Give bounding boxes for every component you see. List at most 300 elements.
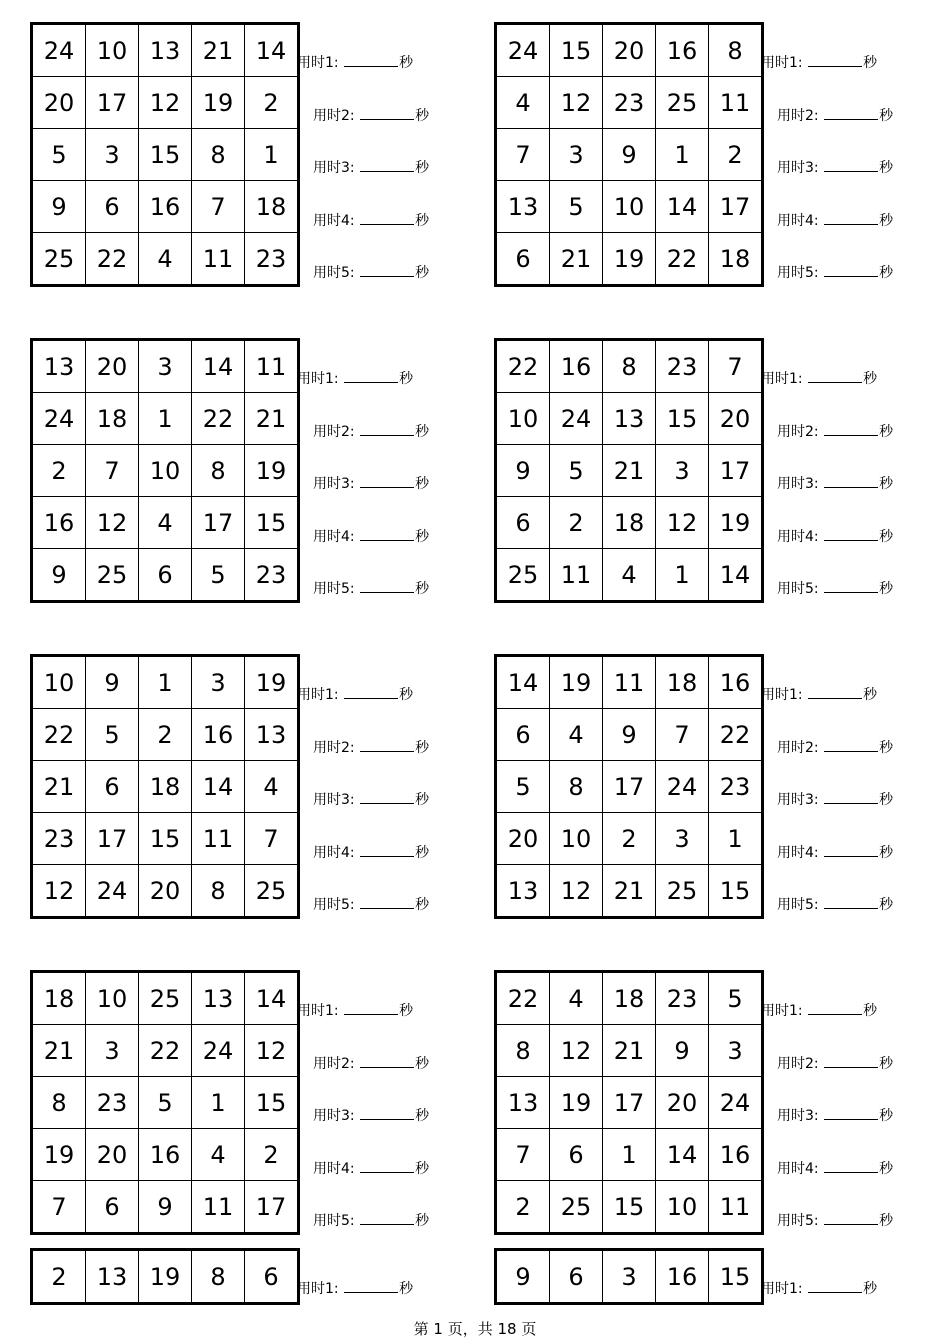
grid-row xyxy=(496,761,763,813)
grid-cell: 24 xyxy=(709,1077,763,1129)
time-blank-line[interactable] xyxy=(824,1212,878,1225)
timer-label: 用时3: xyxy=(313,476,360,493)
time-blank-line[interactable] xyxy=(360,528,414,541)
grid-cell: 20 xyxy=(86,340,139,393)
grid-row xyxy=(32,233,299,286)
timer-field-2-3 xyxy=(777,159,893,176)
time-blank-line[interactable] xyxy=(824,791,878,804)
time-blank-line[interactable] xyxy=(824,739,878,752)
page-footer: 第 1 页，共 18 页 xyxy=(413,1320,537,1338)
timer-label: 用时3: xyxy=(313,792,360,809)
grid-cell: 12 xyxy=(86,497,139,549)
time-blank-line[interactable] xyxy=(808,686,862,699)
timer-label: 用时5: xyxy=(313,1213,360,1230)
grid-cell: 24 xyxy=(86,865,139,918)
grid-cell: 13 xyxy=(32,340,86,393)
grid-cell: 11 xyxy=(192,233,245,286)
grid-row xyxy=(32,865,299,918)
time-blank-line[interactable] xyxy=(824,107,878,120)
grid-cell: 8 xyxy=(32,1077,86,1129)
timer-label: 用时3: xyxy=(777,1108,824,1125)
grid-cell: 13 xyxy=(496,865,550,918)
schulte-grid-1 xyxy=(30,22,300,287)
timer-label: 用时5: xyxy=(777,581,824,598)
grid-cell: 5 xyxy=(709,972,763,1025)
grid-row xyxy=(496,340,763,393)
grid-cell: 5 xyxy=(86,709,139,761)
grid-cell: 9 xyxy=(86,656,139,709)
time-blank-line[interactable] xyxy=(360,159,414,172)
timer-unit: 秒 xyxy=(415,160,430,177)
grid-cell: 23 xyxy=(603,77,656,129)
timer-field-1-1 xyxy=(297,54,413,71)
grid-cell: 2 xyxy=(32,445,86,497)
grid-row xyxy=(32,393,299,445)
timer-field-5-3 xyxy=(313,791,429,808)
time-blank-line[interactable] xyxy=(344,1002,398,1015)
timer-field-8-2 xyxy=(777,1055,893,1072)
timer-label: 用时4: xyxy=(313,528,360,545)
time-blank-line[interactable] xyxy=(360,475,414,488)
grid-cell: 3 xyxy=(139,340,192,393)
timer-unit: 秒 xyxy=(879,1213,894,1230)
grid-cell: 3 xyxy=(192,656,245,709)
time-blank-line[interactable] xyxy=(824,475,878,488)
grid-cell: 18 xyxy=(656,656,709,709)
schulte-grid-partial-2 xyxy=(494,1248,764,1305)
timer-label: 用时3: xyxy=(313,1108,360,1125)
grid-cell: 4 xyxy=(245,761,299,813)
grid-cell: 25 xyxy=(32,233,86,286)
grid-cell: 8 xyxy=(550,761,603,813)
grid-cell: 6 xyxy=(86,1181,139,1234)
grid-cell: 7 xyxy=(656,709,709,761)
timer-unit: 秒 xyxy=(879,160,894,177)
grid-cell: 18 xyxy=(709,233,763,286)
timer-unit: 秒 xyxy=(863,687,878,703)
grid-cell: 7 xyxy=(245,813,299,865)
grid-cell: 23 xyxy=(245,233,299,286)
time-blank-line[interactable] xyxy=(344,54,398,67)
grid-cell: 19 xyxy=(245,445,299,497)
grid-cell: 22 xyxy=(656,233,709,286)
grid-row xyxy=(32,1129,299,1181)
grid-cell: 8 xyxy=(496,1025,550,1077)
grid-cell: 24 xyxy=(32,393,86,445)
grid-cell: 9 xyxy=(603,129,656,181)
grid-cell: 1 xyxy=(656,549,709,602)
grid-cell: 5 xyxy=(550,445,603,497)
time-blank-line[interactable] xyxy=(824,528,878,541)
grid-cell: 21 xyxy=(603,865,656,918)
timer-unit: 秒 xyxy=(415,739,430,756)
grid-cell: 25 xyxy=(656,77,709,129)
grid-cell: 13 xyxy=(139,24,192,77)
grid-cell: 9 xyxy=(139,1181,192,1234)
grid-cell: 16 xyxy=(709,1129,763,1181)
timer-unit: 秒 xyxy=(415,476,430,493)
timer-field-8-1 xyxy=(761,1002,877,1019)
time-blank-line[interactable] xyxy=(360,739,414,752)
time-blank-line[interactable] xyxy=(824,423,878,436)
grid-cell: 14 xyxy=(496,656,550,709)
timer-field-6-5 xyxy=(777,896,893,913)
grid-cell: 10 xyxy=(32,656,86,709)
grid-cell: 8 xyxy=(603,340,656,393)
timer-field-4-2 xyxy=(777,423,893,440)
grid-cell: 23 xyxy=(656,972,709,1025)
timer-field-7-5 xyxy=(313,1212,429,1229)
grid-cell: 12 xyxy=(550,865,603,918)
time-blank-line[interactable] xyxy=(824,1160,878,1173)
grid-cell: 14 xyxy=(192,340,245,393)
grid-cell: 5 xyxy=(550,181,603,233)
timer-field-2-2 xyxy=(777,107,893,124)
grid-cell: 5 xyxy=(496,761,550,813)
timer-label: 用时1: xyxy=(297,1281,344,1297)
grid-cell: 18 xyxy=(245,181,299,233)
time-blank-line[interactable] xyxy=(824,1055,878,1068)
schulte-grid-7 xyxy=(30,970,300,1235)
timer-field-6-1 xyxy=(761,686,877,703)
time-blank-line[interactable] xyxy=(344,686,398,699)
time-blank-line[interactable] xyxy=(360,107,414,120)
grid-row xyxy=(496,1181,763,1234)
grid-cell: 3 xyxy=(656,813,709,865)
timer-unit: 秒 xyxy=(863,1281,878,1297)
grid-cell: 15 xyxy=(139,813,192,865)
grid-cell: 2 xyxy=(603,813,656,865)
timer-label: 用时3: xyxy=(777,476,824,493)
grid-cell: 7 xyxy=(32,1181,86,1234)
grid-cell: 9 xyxy=(603,709,656,761)
timer-field-4-4 xyxy=(777,528,893,545)
timer-label: 用时1: xyxy=(761,55,808,71)
grid-cell: 20 xyxy=(86,1129,139,1181)
time-blank-line[interactable] xyxy=(360,844,414,857)
grid-cell: 6 xyxy=(550,1129,603,1181)
grid-cell: 18 xyxy=(139,761,192,813)
time-blank-line[interactable] xyxy=(824,896,878,909)
schulte-grid-4 xyxy=(494,338,764,603)
grid-cell: 14 xyxy=(656,181,709,233)
grid-cell: 22 xyxy=(32,709,86,761)
grid-row xyxy=(32,709,299,761)
grid-cell: 16 xyxy=(32,497,86,549)
grid-cell: 11 xyxy=(550,549,603,602)
timer-field-1-4 xyxy=(313,212,429,229)
timer-field-2-1 xyxy=(761,54,877,71)
grid-cell: 6 xyxy=(245,1250,299,1304)
grid-cell: 12 xyxy=(550,77,603,129)
grid-row xyxy=(32,813,299,865)
timer-unit: 秒 xyxy=(415,212,430,229)
grid-cell: 18 xyxy=(603,497,656,549)
grid-cell: 12 xyxy=(32,865,86,918)
grid-row xyxy=(496,1129,763,1181)
grid-cell: 22 xyxy=(86,233,139,286)
grid-cell: 11 xyxy=(192,1181,245,1234)
time-blank-line[interactable] xyxy=(808,1002,862,1015)
grid-cell: 1 xyxy=(709,813,763,865)
grid-cell: 15 xyxy=(245,1077,299,1129)
grid-cell: 15 xyxy=(245,497,299,549)
timer-label: 用时4: xyxy=(313,1160,360,1177)
grid-cell: 5 xyxy=(32,129,86,181)
grid-cell: 1 xyxy=(139,393,192,445)
time-blank-line[interactable] xyxy=(824,844,878,857)
timer-unit: 秒 xyxy=(879,792,894,809)
timer-label: 用时1: xyxy=(297,55,344,71)
grid-cell: 22 xyxy=(139,1025,192,1077)
grid-cell: 1 xyxy=(245,129,299,181)
grid-cell: 13 xyxy=(192,972,245,1025)
timer-field-8-4 xyxy=(777,1160,893,1177)
grid-cell: 4 xyxy=(496,77,550,129)
grid-cell: 8 xyxy=(192,865,245,918)
timer-label: 用时5: xyxy=(313,581,360,598)
timer-unit: 秒 xyxy=(399,55,414,71)
grid-cell: 22 xyxy=(496,972,550,1025)
time-blank-line[interactable] xyxy=(360,264,414,277)
grid-row xyxy=(496,865,763,918)
time-blank-line[interactable] xyxy=(360,1212,414,1225)
grid-row xyxy=(32,129,299,181)
grid-cell: 11 xyxy=(245,340,299,393)
timer-label: 用时3: xyxy=(313,160,360,177)
grid-cell: 9 xyxy=(32,181,86,233)
grid-cell: 12 xyxy=(550,1025,603,1077)
time-blank-line[interactable] xyxy=(824,264,878,277)
grid-cell: 2 xyxy=(550,497,603,549)
timer-unit: 秒 xyxy=(415,528,430,545)
grid-cell: 14 xyxy=(245,24,299,77)
grid-cell: 12 xyxy=(245,1025,299,1077)
time-blank-line[interactable] xyxy=(360,423,414,436)
timer-unit: 秒 xyxy=(399,1003,414,1019)
time-blank-line[interactable] xyxy=(824,580,878,593)
grid-cell: 4 xyxy=(139,233,192,286)
grid-row xyxy=(496,181,763,233)
grid-cell: 6 xyxy=(86,181,139,233)
grid-cell: 15 xyxy=(550,24,603,77)
timer-unit: 秒 xyxy=(879,897,894,914)
grid-cell: 23 xyxy=(245,549,299,602)
grid-row xyxy=(496,497,763,549)
grid-cell: 23 xyxy=(32,813,86,865)
grid-cell: 7 xyxy=(496,129,550,181)
time-blank-line[interactable] xyxy=(360,1107,414,1120)
grid-cell: 19 xyxy=(709,497,763,549)
grid-cell: 10 xyxy=(603,181,656,233)
grid-cell: 25 xyxy=(245,865,299,918)
grid-cell: 21 xyxy=(245,393,299,445)
grid-row xyxy=(496,1077,763,1129)
timer-label: 用时2: xyxy=(313,739,360,756)
timer-field-3-1 xyxy=(297,370,413,387)
time-blank-line[interactable] xyxy=(360,791,414,804)
grid-cell: 25 xyxy=(139,972,192,1025)
time-blank-line[interactable] xyxy=(344,1280,398,1293)
grid-row xyxy=(32,972,299,1025)
schulte-grid-6 xyxy=(494,654,764,919)
grid-row xyxy=(32,24,299,77)
grid-cell: 12 xyxy=(139,77,192,129)
timer-field-5-5 xyxy=(313,896,429,913)
grid-cell: 8 xyxy=(709,24,763,77)
time-blank-line[interactable] xyxy=(360,1055,414,1068)
timer-field-6-3 xyxy=(777,791,893,808)
grid-cell: 9 xyxy=(496,1250,550,1304)
time-blank-line[interactable] xyxy=(808,370,862,383)
grid-cell: 9 xyxy=(32,549,86,602)
grid-cell: 20 xyxy=(603,24,656,77)
timer-field-1-2 xyxy=(313,107,429,124)
timer-field-5-1 xyxy=(297,686,413,703)
grid-cell: 1 xyxy=(656,129,709,181)
grid-cell: 2 xyxy=(496,1181,550,1234)
timer-unit: 秒 xyxy=(863,1003,878,1019)
grid-cell: 22 xyxy=(496,340,550,393)
time-blank-line[interactable] xyxy=(808,1280,862,1293)
grid-cell: 10 xyxy=(139,445,192,497)
grid-cell: 1 xyxy=(603,1129,656,1181)
grid-row xyxy=(496,77,763,129)
timer-unit: 秒 xyxy=(879,212,894,229)
timer-label: 用时2: xyxy=(313,423,360,440)
timer-unit: 秒 xyxy=(415,897,430,914)
grid-row xyxy=(32,77,299,129)
grid-cell: 13 xyxy=(603,393,656,445)
grid-cell: 15 xyxy=(139,129,192,181)
timer-unit: 秒 xyxy=(399,1281,414,1297)
grid-cell: 2 xyxy=(139,709,192,761)
grid-cell: 7 xyxy=(86,445,139,497)
grid-cell: 24 xyxy=(192,1025,245,1077)
grid-row xyxy=(496,233,763,286)
grid-cell: 8 xyxy=(192,445,245,497)
grid-cell: 24 xyxy=(656,761,709,813)
grid-cell: 20 xyxy=(709,393,763,445)
grid-cell: 20 xyxy=(496,813,550,865)
timer-label: 用时2: xyxy=(313,1055,360,1072)
timer-label: 用时4: xyxy=(313,844,360,861)
grid-cell: 16 xyxy=(656,1250,709,1304)
timer-field-6-4 xyxy=(777,844,893,861)
timer-label: 用时1: xyxy=(297,687,344,703)
time-blank-line[interactable] xyxy=(808,54,862,67)
timer-unit: 秒 xyxy=(415,107,430,124)
timer-unit: 秒 xyxy=(879,739,894,756)
timer-unit: 秒 xyxy=(879,581,894,598)
grid-cell: 19 xyxy=(245,656,299,709)
grid-cell: 4 xyxy=(192,1129,245,1181)
grid-row xyxy=(496,393,763,445)
grid-row xyxy=(32,445,299,497)
timer-unit: 秒 xyxy=(415,265,430,282)
timer-field-6-2 xyxy=(777,739,893,756)
timer-field-5-4 xyxy=(313,844,429,861)
grid-cell: 24 xyxy=(550,393,603,445)
grid-row xyxy=(32,1181,299,1234)
time-blank-line[interactable] xyxy=(360,896,414,909)
timer-label: 用时5: xyxy=(777,265,824,282)
time-blank-line[interactable] xyxy=(824,159,878,172)
schulte-grid-3 xyxy=(30,338,300,603)
grid-row xyxy=(32,340,299,393)
grid-row xyxy=(32,761,299,813)
grid-cell: 21 xyxy=(32,1025,86,1077)
timer-label: 用时4: xyxy=(777,844,824,861)
time-blank-line[interactable] xyxy=(344,370,398,383)
grid-row xyxy=(496,709,763,761)
grid-cell: 14 xyxy=(709,549,763,602)
time-blank-line[interactable] xyxy=(360,580,414,593)
timer-unit: 秒 xyxy=(879,476,894,493)
grid-cell: 5 xyxy=(192,549,245,602)
timer-unit: 秒 xyxy=(415,581,430,598)
grid-row xyxy=(496,445,763,497)
grid-cell: 2 xyxy=(709,129,763,181)
grid-cell: 20 xyxy=(139,865,192,918)
timer-label: 用时2: xyxy=(777,107,824,124)
grid-cell: 3 xyxy=(603,1250,656,1304)
time-blank-line[interactable] xyxy=(824,1107,878,1120)
grid-cell: 17 xyxy=(603,1077,656,1129)
grid-row xyxy=(32,497,299,549)
timer-unit: 秒 xyxy=(879,423,894,440)
grid-cell: 6 xyxy=(496,497,550,549)
grid-cell: 20 xyxy=(656,1077,709,1129)
grid-cell: 21 xyxy=(192,24,245,77)
grid-cell: 3 xyxy=(656,445,709,497)
timer-label: 用时5: xyxy=(313,897,360,914)
grid-cell: 23 xyxy=(709,761,763,813)
grid-cell: 1 xyxy=(192,1077,245,1129)
grid-cell: 13 xyxy=(496,181,550,233)
grid-row xyxy=(32,549,299,602)
grid-cell: 17 xyxy=(86,813,139,865)
time-blank-line[interactable] xyxy=(360,212,414,225)
timer-field-5-2 xyxy=(313,739,429,756)
grid-cell: 6 xyxy=(550,1250,603,1304)
grid-cell: 2 xyxy=(245,1129,299,1181)
timer-label: 用时1: xyxy=(761,687,808,703)
grid-cell: 14 xyxy=(245,972,299,1025)
grid-cell: 13 xyxy=(496,1077,550,1129)
grid-cell: 21 xyxy=(603,1025,656,1077)
grid-cell: 16 xyxy=(192,709,245,761)
grid-cell: 6 xyxy=(496,233,550,286)
timer-label: 用时2: xyxy=(777,423,824,440)
grid-cell: 19 xyxy=(192,77,245,129)
time-blank-line[interactable] xyxy=(360,1160,414,1173)
timer-unit: 秒 xyxy=(415,1213,430,1230)
grid-cell: 24 xyxy=(496,24,550,77)
grid-cell: 4 xyxy=(139,497,192,549)
grid-cell: 18 xyxy=(32,972,86,1025)
grid-cell: 20 xyxy=(32,77,86,129)
time-blank-line[interactable] xyxy=(824,212,878,225)
grid-cell: 19 xyxy=(550,1077,603,1129)
timer-unit: 秒 xyxy=(879,1160,894,1177)
timer-field-7-4 xyxy=(313,1160,429,1177)
grid-row xyxy=(32,1250,299,1304)
timer-label: 用时5: xyxy=(777,897,824,914)
grid-cell: 3 xyxy=(86,129,139,181)
timer-label: 用时2: xyxy=(777,1055,824,1072)
timer-field-2-4 xyxy=(777,212,893,229)
